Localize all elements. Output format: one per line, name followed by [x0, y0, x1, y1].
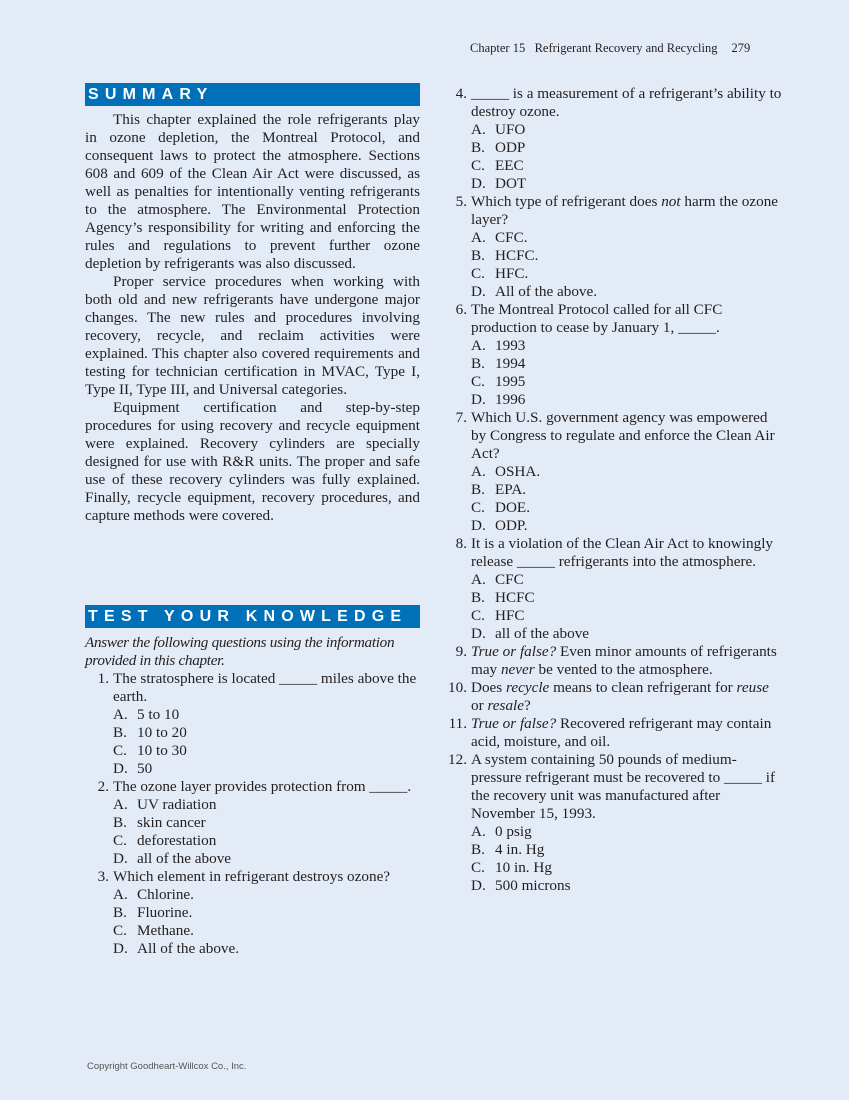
answer-option: [471, 841, 783, 859]
summary-paragraph: This chapter explained the role refrigerants play in ozone depletion, the Montreal Protocol, and consequent laws to protect the atmosphere. Sections 608 and 609 of the Clean Air Act were discussed, as well as penalties for intentionally venting refrigerants to the atmosphere. The Environmental Protection Agency’s responsibility for writing and enforcing the rules and regulations to prevent further ozone depletion by refrigerants was also discussed.: [85, 111, 420, 272]
answer-option: [113, 832, 420, 850]
question-stem: [113, 670, 420, 706]
page-number: 279: [731, 41, 751, 55]
emphasis-text: resale: [487, 697, 525, 714]
option-text: HCFC: [495, 589, 535, 606]
option-text: 10 to 20: [137, 724, 187, 741]
answer-option: [471, 481, 783, 499]
option-letter: D.: [471, 175, 486, 192]
answer-option: [113, 850, 420, 868]
option-text: ODP: [495, 139, 526, 156]
option-letter: D.: [113, 940, 128, 957]
answer-option: [471, 175, 783, 193]
question-item: [443, 85, 783, 193]
question-item: [443, 751, 783, 895]
emphasis-text: recycle: [506, 679, 550, 696]
question-stem: [471, 715, 783, 751]
question-number: 1.: [97, 670, 109, 687]
option-text: Chlorine.: [137, 886, 194, 903]
answer-option: [471, 517, 783, 535]
option-letter: B.: [471, 589, 485, 606]
option-letter: B.: [471, 481, 485, 498]
stem-text: Which U.S. government agency was empowered by Congress to regulate and enforce the Clean Air Act?: [471, 409, 775, 462]
option-text: 10 in. Hg: [495, 859, 552, 876]
option-text: 500 microns: [495, 877, 571, 894]
question-item: [443, 535, 783, 643]
option-text: HCFC.: [495, 247, 539, 264]
answer-option: [471, 823, 783, 841]
stem-text: harm the ozone layer?: [471, 193, 779, 228]
answer-option: [113, 886, 420, 904]
option-text: 0 psig: [495, 823, 532, 840]
stem-text: Recovered refrigerant may contain acid, moisture, and oil.: [471, 715, 772, 750]
question-item: [85, 670, 420, 778]
question-stem: [471, 193, 783, 229]
answer-option: [471, 139, 783, 157]
answer-option: [471, 589, 783, 607]
option-text: All of the above.: [137, 940, 240, 957]
answer-option: [113, 940, 420, 958]
option-text: all of the above: [137, 850, 232, 867]
option-letter: C.: [113, 742, 127, 759]
option-text: ODP.: [495, 517, 528, 534]
answer-option: [113, 922, 420, 940]
answer-option: [113, 760, 420, 778]
option-letter: B.: [471, 247, 485, 264]
question-number: 6.: [455, 301, 467, 318]
question-number: 9.: [455, 643, 467, 660]
question-stem: [471, 301, 783, 337]
test-intro: Answer the following questions using the information provided in this chapter.: [85, 634, 395, 669]
option-letter: C.: [471, 265, 485, 282]
question-stem: [471, 643, 783, 679]
question-item: [443, 409, 783, 535]
answer-option: [471, 463, 783, 481]
option-letter: A.: [471, 823, 486, 840]
question-item: [443, 301, 783, 409]
option-text: 50: [137, 760, 153, 777]
running-title: Chapter 15 Refrigerant Recovery and Recycling: [470, 41, 718, 55]
option-letter: B.: [113, 904, 127, 921]
stem-text: Which type of refrigerant does: [471, 193, 662, 210]
answer-option: [471, 859, 783, 877]
option-text: 10 to 30: [137, 742, 187, 759]
stem-text: Which element in refrigerant destroys ozone?: [113, 868, 391, 885]
answer-option: [113, 706, 420, 724]
question-number: 7.: [455, 409, 467, 426]
question-list-left: [85, 670, 420, 958]
answer-option: [471, 625, 783, 643]
summary-paragraph: Equipment certification and step-by-step procedures for using recovery and recycle equipment were explained. Recovery cylinders are specially designed for use with R&R units. The proper and safe use of these recovery cylinders was fully explained. Finally, recycle equipment, recovery procedures, and capture methods were covered.: [85, 399, 420, 524]
option-letter: C.: [113, 832, 127, 849]
running-head: [470, 39, 750, 57]
test-heading: TEST YOUR KNOWLEDGE: [85, 605, 420, 628]
summary-paragraph: Proper service procedures when working with both old and new refrigerants have undergone major changes. The new rules and procedures involving recovery, recycle, and reclaim activities were explained. This chapter also covered requirements and testing for technician certification in MVAC, Type I, Type II, Type III, and Universal categories.: [85, 273, 420, 398]
option-text: HFC: [495, 607, 525, 624]
option-text: EPA.: [495, 481, 527, 498]
option-text: 1994: [495, 355, 526, 372]
question-list-right: [443, 85, 783, 895]
option-letter: A.: [113, 796, 128, 813]
question-stem: [471, 679, 783, 715]
question-number: 2.: [97, 778, 109, 795]
option-letter: C.: [471, 157, 485, 174]
answer-option: [113, 796, 420, 814]
option-letter: A.: [113, 706, 128, 723]
stem-text: be vented to the atmosphere.: [534, 661, 713, 678]
answer-option: [471, 157, 783, 175]
option-text: DOT: [495, 175, 527, 192]
stem-text: Does: [471, 679, 507, 696]
option-text: all of the above: [495, 625, 590, 642]
answer-option: [113, 904, 420, 922]
option-letter: B.: [113, 814, 127, 831]
answer-option: [471, 337, 783, 355]
stem-text: means to clean refrigerant for: [549, 679, 737, 696]
question-item: [443, 679, 783, 715]
option-text: All of the above.: [495, 283, 598, 300]
stem-text: It is a violation of the Clean Air Act to knowingly release _____ refrigerants into the atmosphere.: [471, 535, 774, 570]
question-number: 3.: [97, 868, 109, 885]
emphasis-text: True or false?: [471, 715, 557, 732]
option-letter: A.: [471, 337, 486, 354]
answer-option: [471, 373, 783, 391]
stem-text: Even minor amounts of refrigerants may: [471, 643, 777, 678]
question-number: 5.: [455, 193, 467, 210]
answer-option: [471, 229, 783, 247]
option-text: Methane.: [137, 922, 194, 939]
stem-text: The Montreal Protocol called for all CFC production to cease by January 1, _____.: [471, 301, 723, 336]
answer-option: [471, 571, 783, 589]
option-text: Fluorine.: [137, 904, 193, 921]
option-text: 1995: [495, 373, 526, 390]
option-text: EEC: [495, 157, 524, 174]
option-letter: C.: [471, 607, 485, 624]
answer-option: [471, 283, 783, 301]
option-text: 4 in. Hg: [495, 841, 545, 858]
answer-option: [471, 265, 783, 283]
option-text: skin cancer: [137, 814, 206, 831]
option-letter: D.: [471, 283, 486, 300]
answer-option: [113, 814, 420, 832]
option-text: CFC.: [495, 229, 528, 246]
question-stem: [113, 778, 420, 796]
option-letter: B.: [471, 139, 485, 156]
question-item: [443, 643, 783, 679]
emphasis-text: reuse: [736, 679, 769, 696]
answer-option: [471, 877, 783, 895]
option-letter: C.: [471, 373, 485, 390]
copyright: Copyright Goodheart-Willcox Co., Inc.: [87, 1061, 247, 1072]
question-stem: [113, 868, 420, 886]
question-stem: [471, 85, 783, 121]
summary-heading: SUMMARY: [85, 83, 420, 106]
answer-option: [471, 607, 783, 625]
question-number: 8.: [455, 535, 467, 552]
answer-option: [113, 742, 420, 760]
option-letter: D.: [471, 517, 486, 534]
question-stem: [471, 751, 783, 823]
option-text: DOE.: [495, 499, 531, 516]
answer-option: [471, 121, 783, 139]
stem-text: _____ is a measurement of a refrigerant’s ability to destroy ozone.: [471, 85, 782, 120]
option-letter: A.: [113, 886, 128, 903]
option-letter: C.: [471, 499, 485, 516]
option-text: UFO: [495, 121, 526, 138]
option-text: CFC: [495, 571, 524, 588]
answer-option: [113, 724, 420, 742]
stem-text: ?: [524, 697, 531, 714]
stem-text: A system containing 50 pounds of medium-pressure refrigerant must be recovered to _____ if the recovery unit was manufactured after November 15, 1993.: [471, 751, 776, 822]
emphasis-text: True or false?: [471, 643, 557, 660]
question-item: [443, 715, 783, 751]
option-text: 5 to 10: [137, 706, 180, 723]
option-text: UV radiation: [137, 796, 217, 813]
question-number: 4.: [455, 85, 467, 102]
option-text: HFC.: [495, 265, 529, 282]
question-number: 11.: [448, 715, 467, 732]
option-letter: D.: [471, 625, 486, 642]
option-letter: A.: [471, 571, 486, 588]
option-text: OSHA.: [495, 463, 541, 480]
option-text: 1996: [495, 391, 526, 408]
option-text: 1993: [495, 337, 526, 354]
question-item: [85, 868, 420, 958]
option-letter: A.: [471, 229, 486, 246]
answer-option: [471, 391, 783, 409]
option-letter: A.: [471, 463, 486, 480]
option-letter: D.: [113, 850, 128, 867]
emphasis-text: never: [500, 661, 535, 678]
question-stem: [471, 535, 783, 571]
option-letter: B.: [113, 724, 127, 741]
stem-text: The stratosphere is located _____ miles above the earth.: [113, 670, 417, 705]
option-letter: C.: [113, 922, 127, 939]
option-letter: D.: [471, 391, 486, 408]
option-letter: A.: [471, 121, 486, 138]
option-letter: D.: [471, 877, 486, 894]
option-text: deforestation: [137, 832, 217, 849]
answer-option: [471, 355, 783, 373]
question-number: 12.: [448, 751, 467, 768]
question-item: [85, 778, 420, 868]
answer-option: [471, 499, 783, 517]
question-stem: [471, 409, 783, 463]
option-letter: B.: [471, 841, 485, 858]
question-item: [443, 193, 783, 301]
question-number: 10.: [448, 679, 467, 696]
option-letter: C.: [471, 859, 485, 876]
stem-text: The ozone layer provides protection from _____.: [113, 778, 412, 795]
emphasis-text: not: [661, 193, 681, 210]
answer-option: [471, 247, 783, 265]
option-letter: B.: [471, 355, 485, 372]
summary-body: [85, 111, 420, 525]
option-letter: D.: [113, 760, 128, 777]
stem-text: or: [471, 697, 488, 714]
